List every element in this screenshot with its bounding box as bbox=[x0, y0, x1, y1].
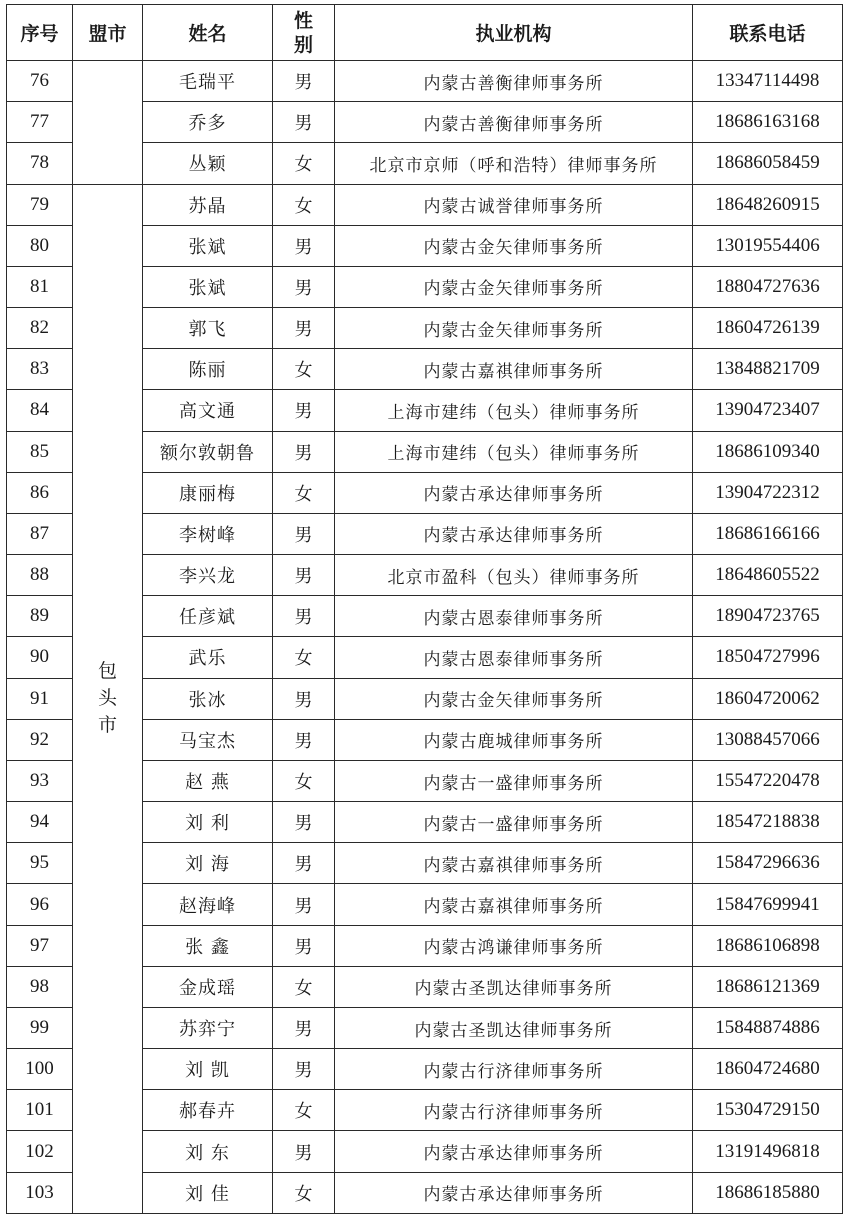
row-seq: 86 bbox=[7, 472, 73, 513]
row-org: 内蒙古一盛律师事务所 bbox=[335, 760, 693, 801]
header-org: 执业机构 bbox=[335, 5, 693, 61]
row-org: 内蒙古金矢律师事务所 bbox=[335, 225, 693, 266]
row-seq: 80 bbox=[7, 225, 73, 266]
row-gender: 女 bbox=[273, 966, 335, 1007]
row-phone: 13191496818 bbox=[693, 1131, 843, 1172]
row-seq: 87 bbox=[7, 513, 73, 554]
row-phone: 15547220478 bbox=[693, 760, 843, 801]
row-name: 任彦斌 bbox=[143, 596, 273, 637]
row-org: 内蒙古鹿城律师事务所 bbox=[335, 719, 693, 760]
row-gender: 女 bbox=[273, 143, 335, 184]
row-phone: 15847699941 bbox=[693, 884, 843, 925]
row-org: 内蒙古行济律师事务所 bbox=[335, 1090, 693, 1131]
row-name: 刘 东 bbox=[143, 1131, 273, 1172]
row-name: 赵 燕 bbox=[143, 760, 273, 801]
row-phone: 15304729150 bbox=[693, 1090, 843, 1131]
row-gender: 男 bbox=[273, 596, 335, 637]
row-phone: 18648605522 bbox=[693, 555, 843, 596]
row-gender: 男 bbox=[273, 1131, 335, 1172]
row-phone: 18604720062 bbox=[693, 678, 843, 719]
row-name: 郭飞 bbox=[143, 308, 273, 349]
row-org: 内蒙古圣凯达律师事务所 bbox=[335, 1007, 693, 1048]
row-gender: 男 bbox=[273, 802, 335, 843]
row-seq: 99 bbox=[7, 1007, 73, 1048]
row-phone: 15847296636 bbox=[693, 843, 843, 884]
row-name: 李树峰 bbox=[143, 513, 273, 554]
row-org: 内蒙古金矢律师事务所 bbox=[335, 308, 693, 349]
table-row bbox=[7, 61, 843, 102]
row-org: 内蒙古承达律师事务所 bbox=[335, 472, 693, 513]
row-name: 张斌 bbox=[143, 266, 273, 307]
row-phone: 13347114498 bbox=[693, 61, 843, 102]
row-name: 毛瑞平 bbox=[143, 61, 273, 102]
row-seq: 95 bbox=[7, 843, 73, 884]
row-name: 武乐 bbox=[143, 637, 273, 678]
header-seq: 序号 bbox=[7, 5, 73, 61]
row-seq: 85 bbox=[7, 431, 73, 472]
row-seq: 76 bbox=[7, 61, 73, 102]
row-phone: 18604724680 bbox=[693, 1049, 843, 1090]
row-org: 上海市建纬（包头）律师事务所 bbox=[335, 390, 693, 431]
row-name: 赵海峰 bbox=[143, 884, 273, 925]
city-cell bbox=[73, 61, 143, 185]
row-org: 内蒙古承达律师事务所 bbox=[335, 1172, 693, 1213]
row-seq: 94 bbox=[7, 802, 73, 843]
row-phone: 18547218838 bbox=[693, 802, 843, 843]
header-name: 姓名 bbox=[143, 5, 273, 61]
row-gender: 男 bbox=[273, 719, 335, 760]
row-seq: 83 bbox=[7, 349, 73, 390]
row-org: 内蒙古金矢律师事务所 bbox=[335, 678, 693, 719]
row-phone: 15848874886 bbox=[693, 1007, 843, 1048]
row-phone: 13088457066 bbox=[693, 719, 843, 760]
row-name: 张斌 bbox=[143, 225, 273, 266]
row-gender: 女 bbox=[273, 1090, 335, 1131]
row-seq: 92 bbox=[7, 719, 73, 760]
row-phone: 18686109340 bbox=[693, 431, 843, 472]
row-name: 康丽梅 bbox=[143, 472, 273, 513]
row-name: 丛颖 bbox=[143, 143, 273, 184]
row-seq: 103 bbox=[7, 1172, 73, 1213]
row-gender: 男 bbox=[273, 431, 335, 472]
row-name: 李兴龙 bbox=[143, 555, 273, 596]
row-seq: 90 bbox=[7, 637, 73, 678]
row-seq: 77 bbox=[7, 102, 73, 143]
row-seq: 97 bbox=[7, 925, 73, 966]
row-name: 高文通 bbox=[143, 390, 273, 431]
row-org: 北京市京师（呼和浩特）律师事务所 bbox=[335, 143, 693, 184]
row-name: 额尔敦朝鲁 bbox=[143, 431, 273, 472]
row-gender: 男 bbox=[273, 61, 335, 102]
row-phone: 18504727996 bbox=[693, 637, 843, 678]
row-name: 乔多 bbox=[143, 102, 273, 143]
row-org: 内蒙古诚誉律师事务所 bbox=[335, 184, 693, 225]
row-seq: 102 bbox=[7, 1131, 73, 1172]
row-gender: 男 bbox=[273, 884, 335, 925]
row-phone: 18686058459 bbox=[693, 143, 843, 184]
row-name: 刘 佳 bbox=[143, 1172, 273, 1213]
row-seq: 100 bbox=[7, 1049, 73, 1090]
row-gender: 女 bbox=[273, 760, 335, 801]
row-gender: 男 bbox=[273, 843, 335, 884]
row-phone: 18686166166 bbox=[693, 513, 843, 554]
row-org: 内蒙古嘉祺律师事务所 bbox=[335, 884, 693, 925]
row-seq: 84 bbox=[7, 390, 73, 431]
row-gender: 男 bbox=[273, 1049, 335, 1090]
row-org: 内蒙古鸿谦律师事务所 bbox=[335, 925, 693, 966]
row-name: 刘 凯 bbox=[143, 1049, 273, 1090]
row-org: 内蒙古嘉祺律师事务所 bbox=[335, 843, 693, 884]
row-seq: 91 bbox=[7, 678, 73, 719]
row-gender: 男 bbox=[273, 678, 335, 719]
row-phone: 18604726139 bbox=[693, 308, 843, 349]
row-seq: 96 bbox=[7, 884, 73, 925]
row-phone: 13904722312 bbox=[693, 472, 843, 513]
row-org: 内蒙古善衡律师事务所 bbox=[335, 102, 693, 143]
row-seq: 93 bbox=[7, 760, 73, 801]
header-row bbox=[7, 5, 843, 61]
row-org: 内蒙古行济律师事务所 bbox=[335, 1049, 693, 1090]
row-name: 苏晶 bbox=[143, 184, 273, 225]
lawyer-roster-table bbox=[6, 4, 843, 1214]
row-org: 内蒙古金矢律师事务所 bbox=[335, 266, 693, 307]
row-gender: 男 bbox=[273, 102, 335, 143]
row-name: 郝春卉 bbox=[143, 1090, 273, 1131]
row-gender: 女 bbox=[273, 1172, 335, 1213]
row-org: 内蒙古恩泰律师事务所 bbox=[335, 596, 693, 637]
row-gender: 男 bbox=[273, 225, 335, 266]
row-name: 张冰 bbox=[143, 678, 273, 719]
row-seq: 98 bbox=[7, 966, 73, 1007]
row-name: 金成瑶 bbox=[143, 966, 273, 1007]
row-gender: 男 bbox=[273, 266, 335, 307]
row-name: 马宝杰 bbox=[143, 719, 273, 760]
row-phone: 18904723765 bbox=[693, 596, 843, 637]
city-cell bbox=[73, 184, 143, 1213]
row-seq: 82 bbox=[7, 308, 73, 349]
row-phone: 18686163168 bbox=[693, 102, 843, 143]
row-name: 陈丽 bbox=[143, 349, 273, 390]
row-seq: 101 bbox=[7, 1090, 73, 1131]
row-name: 张 鑫 bbox=[143, 925, 273, 966]
row-phone: 18686185880 bbox=[693, 1172, 843, 1213]
row-phone: 18686106898 bbox=[693, 925, 843, 966]
row-phone: 13019554406 bbox=[693, 225, 843, 266]
row-gender: 男 bbox=[273, 513, 335, 554]
row-seq: 81 bbox=[7, 266, 73, 307]
row-phone: 18804727636 bbox=[693, 266, 843, 307]
row-org: 内蒙古圣凯达律师事务所 bbox=[335, 966, 693, 1007]
row-gender: 女 bbox=[273, 349, 335, 390]
row-phone: 13848821709 bbox=[693, 349, 843, 390]
row-phone: 13904723407 bbox=[693, 390, 843, 431]
row-name: 苏弈宁 bbox=[143, 1007, 273, 1048]
row-seq: 78 bbox=[7, 143, 73, 184]
header-gender bbox=[273, 5, 335, 61]
table-row bbox=[7, 184, 843, 225]
row-org: 内蒙古承达律师事务所 bbox=[335, 513, 693, 554]
row-name: 刘 利 bbox=[143, 802, 273, 843]
row-org: 内蒙古一盛律师事务所 bbox=[335, 802, 693, 843]
header-gender-text: 性别 bbox=[293, 9, 313, 56]
row-gender: 女 bbox=[273, 184, 335, 225]
row-org: 内蒙古善衡律师事务所 bbox=[335, 61, 693, 102]
city-name: 包头市 bbox=[97, 660, 117, 737]
header-phone: 联系电话 bbox=[693, 5, 843, 61]
row-org: 内蒙古承达律师事务所 bbox=[335, 1131, 693, 1172]
row-gender: 女 bbox=[273, 472, 335, 513]
row-phone: 18686121369 bbox=[693, 966, 843, 1007]
row-phone: 18648260915 bbox=[693, 184, 843, 225]
row-gender: 男 bbox=[273, 1007, 335, 1048]
row-seq: 89 bbox=[7, 596, 73, 637]
row-gender: 男 bbox=[273, 308, 335, 349]
row-org: 内蒙古恩泰律师事务所 bbox=[335, 637, 693, 678]
row-org: 北京市盈科（包头）律师事务所 bbox=[335, 555, 693, 596]
row-org: 上海市建纬（包头）律师事务所 bbox=[335, 431, 693, 472]
row-seq: 88 bbox=[7, 555, 73, 596]
row-name: 刘 海 bbox=[143, 843, 273, 884]
row-gender: 男 bbox=[273, 925, 335, 966]
header-city: 盟市 bbox=[73, 5, 143, 61]
row-gender: 男 bbox=[273, 390, 335, 431]
row-gender: 男 bbox=[273, 555, 335, 596]
row-org: 内蒙古嘉祺律师事务所 bbox=[335, 349, 693, 390]
row-seq: 79 bbox=[7, 184, 73, 225]
row-gender: 女 bbox=[273, 637, 335, 678]
